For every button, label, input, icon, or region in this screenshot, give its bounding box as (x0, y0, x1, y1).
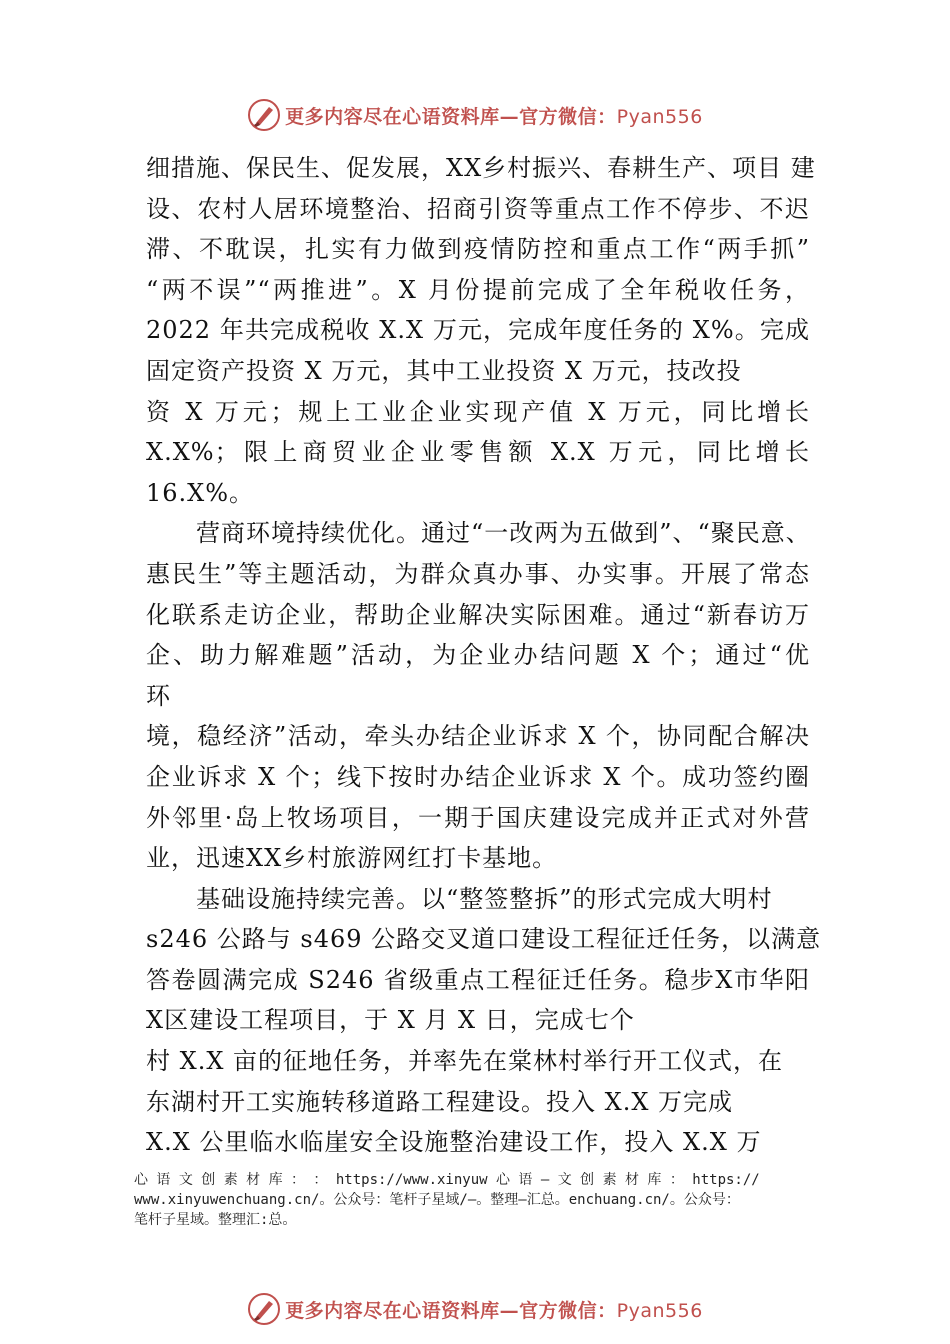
text-line: 营商环境持续优化。通过“一改两为五做到”、“聚民意、 (196, 519, 811, 548)
text-line: 基础设施持续完善。以“整签整拆”的形式完成大明村 (196, 884, 773, 913)
paragraph-2 (146, 513, 810, 878)
text-line: X.X 公里临水临崖安全设施整治建设工作，投入 X.X 万 (146, 1128, 762, 1157)
text-line: s246 公路与 s469 公路交叉道口建设工程征迁任务，以满意 (146, 925, 822, 954)
footer-banner-text: 更多内容尽在心语资料库—官方微信：Pyan556 (285, 1299, 703, 1322)
footer-banner (0, 1289, 950, 1329)
text-line: 企、助力解难题”活动，为企业办结问题 X 个；通过“优 (146, 641, 810, 670)
text-line: 东湖村开工实施转移道路工程建设。投入 X.X 万完成 (146, 1087, 734, 1116)
text-line: 16.X%。 (146, 478, 255, 507)
text-line: 业，迅速XX乡村旅游网红打卡基地。 (146, 844, 558, 873)
brush-pen-logo-icon (247, 1292, 281, 1326)
text-line: 设、农村人居环境整治、招商引资等重点工作不停步、不迟 (146, 194, 810, 223)
text-line: 化联系走访企业，帮助企业解决实际困难。通过“新春访万 (146, 600, 810, 629)
text-line: “两不误”“两推进”。X 月份提前完成了全年税收任务， (146, 275, 810, 304)
text-line: 村 X.X 亩的征地任务，并率先在棠林村举行开工仪式，在 (146, 1047, 784, 1076)
text-line: 环 (146, 681, 171, 710)
footer-note (134, 1170, 834, 1230)
text-line: 惠民生”等主题活动，为群众真办事、办实事。开展了常态 (146, 559, 810, 588)
header-banner (0, 95, 950, 135)
footer-line: 心 语 文 创 素 材 库 ： ： https://www.xinyuw 心 语 — 文 创 素 材 库 ： https:// (134, 1172, 760, 1188)
text-line: X区建设工程项目，于 X 月 X 日，完成七个 (146, 1006, 635, 1035)
brush-pen-logo-icon (247, 98, 281, 132)
text-line: 企业诉求 X 个；线下按时办结企业诉求 X 个。成功签约圈 (146, 762, 810, 791)
footer-line: www.xinyuwenchuang.cn/。公众号：笔杆子星域/—。整理—汇总。enchuang.cn/。公众号： (134, 1192, 740, 1208)
text-line: 细措施、保民生、促发展，XX乡村振兴、春耕生产、项目 建 (146, 154, 816, 182)
text-line: 外邻里·岛上牧场项目，一期于国庆建设完成并正式对外营 (146, 803, 810, 832)
text-line: X.X%；限上商贸业企业零售额 X.X 万元，同比增长 (146, 438, 810, 467)
text-line: 2022 年共完成税收 X.X 万元，完成年度任务的 X%。完成 (146, 316, 810, 345)
footer-line: 笔杆子星域。整理汇:总。 (134, 1212, 297, 1228)
paragraph-1 (146, 148, 816, 513)
text-line: 答卷圆满完成 S246 省级重点工程征迁任务。稳步X市华阳 (146, 965, 810, 994)
paragraph-3 (146, 879, 822, 1163)
text-line: 境，稳经济”活动，牵头办结企业诉求 X 个，协同配合解决 (146, 722, 810, 751)
text-line: 资 X 万元；规上工业企业实现产值 X 万元，同比增长 (146, 397, 810, 426)
text-line: 固定资产投资 X 万元，其中工业投资 X 万元，技改投 (146, 356, 742, 385)
header-banner-text: 更多内容尽在心语资料库—官方微信：Pyan556 (285, 105, 703, 128)
text-line: 滞、不耽误，扎实有力做到疫情防控和重点工作“两手抓” (146, 235, 810, 264)
document-body (146, 148, 822, 1163)
